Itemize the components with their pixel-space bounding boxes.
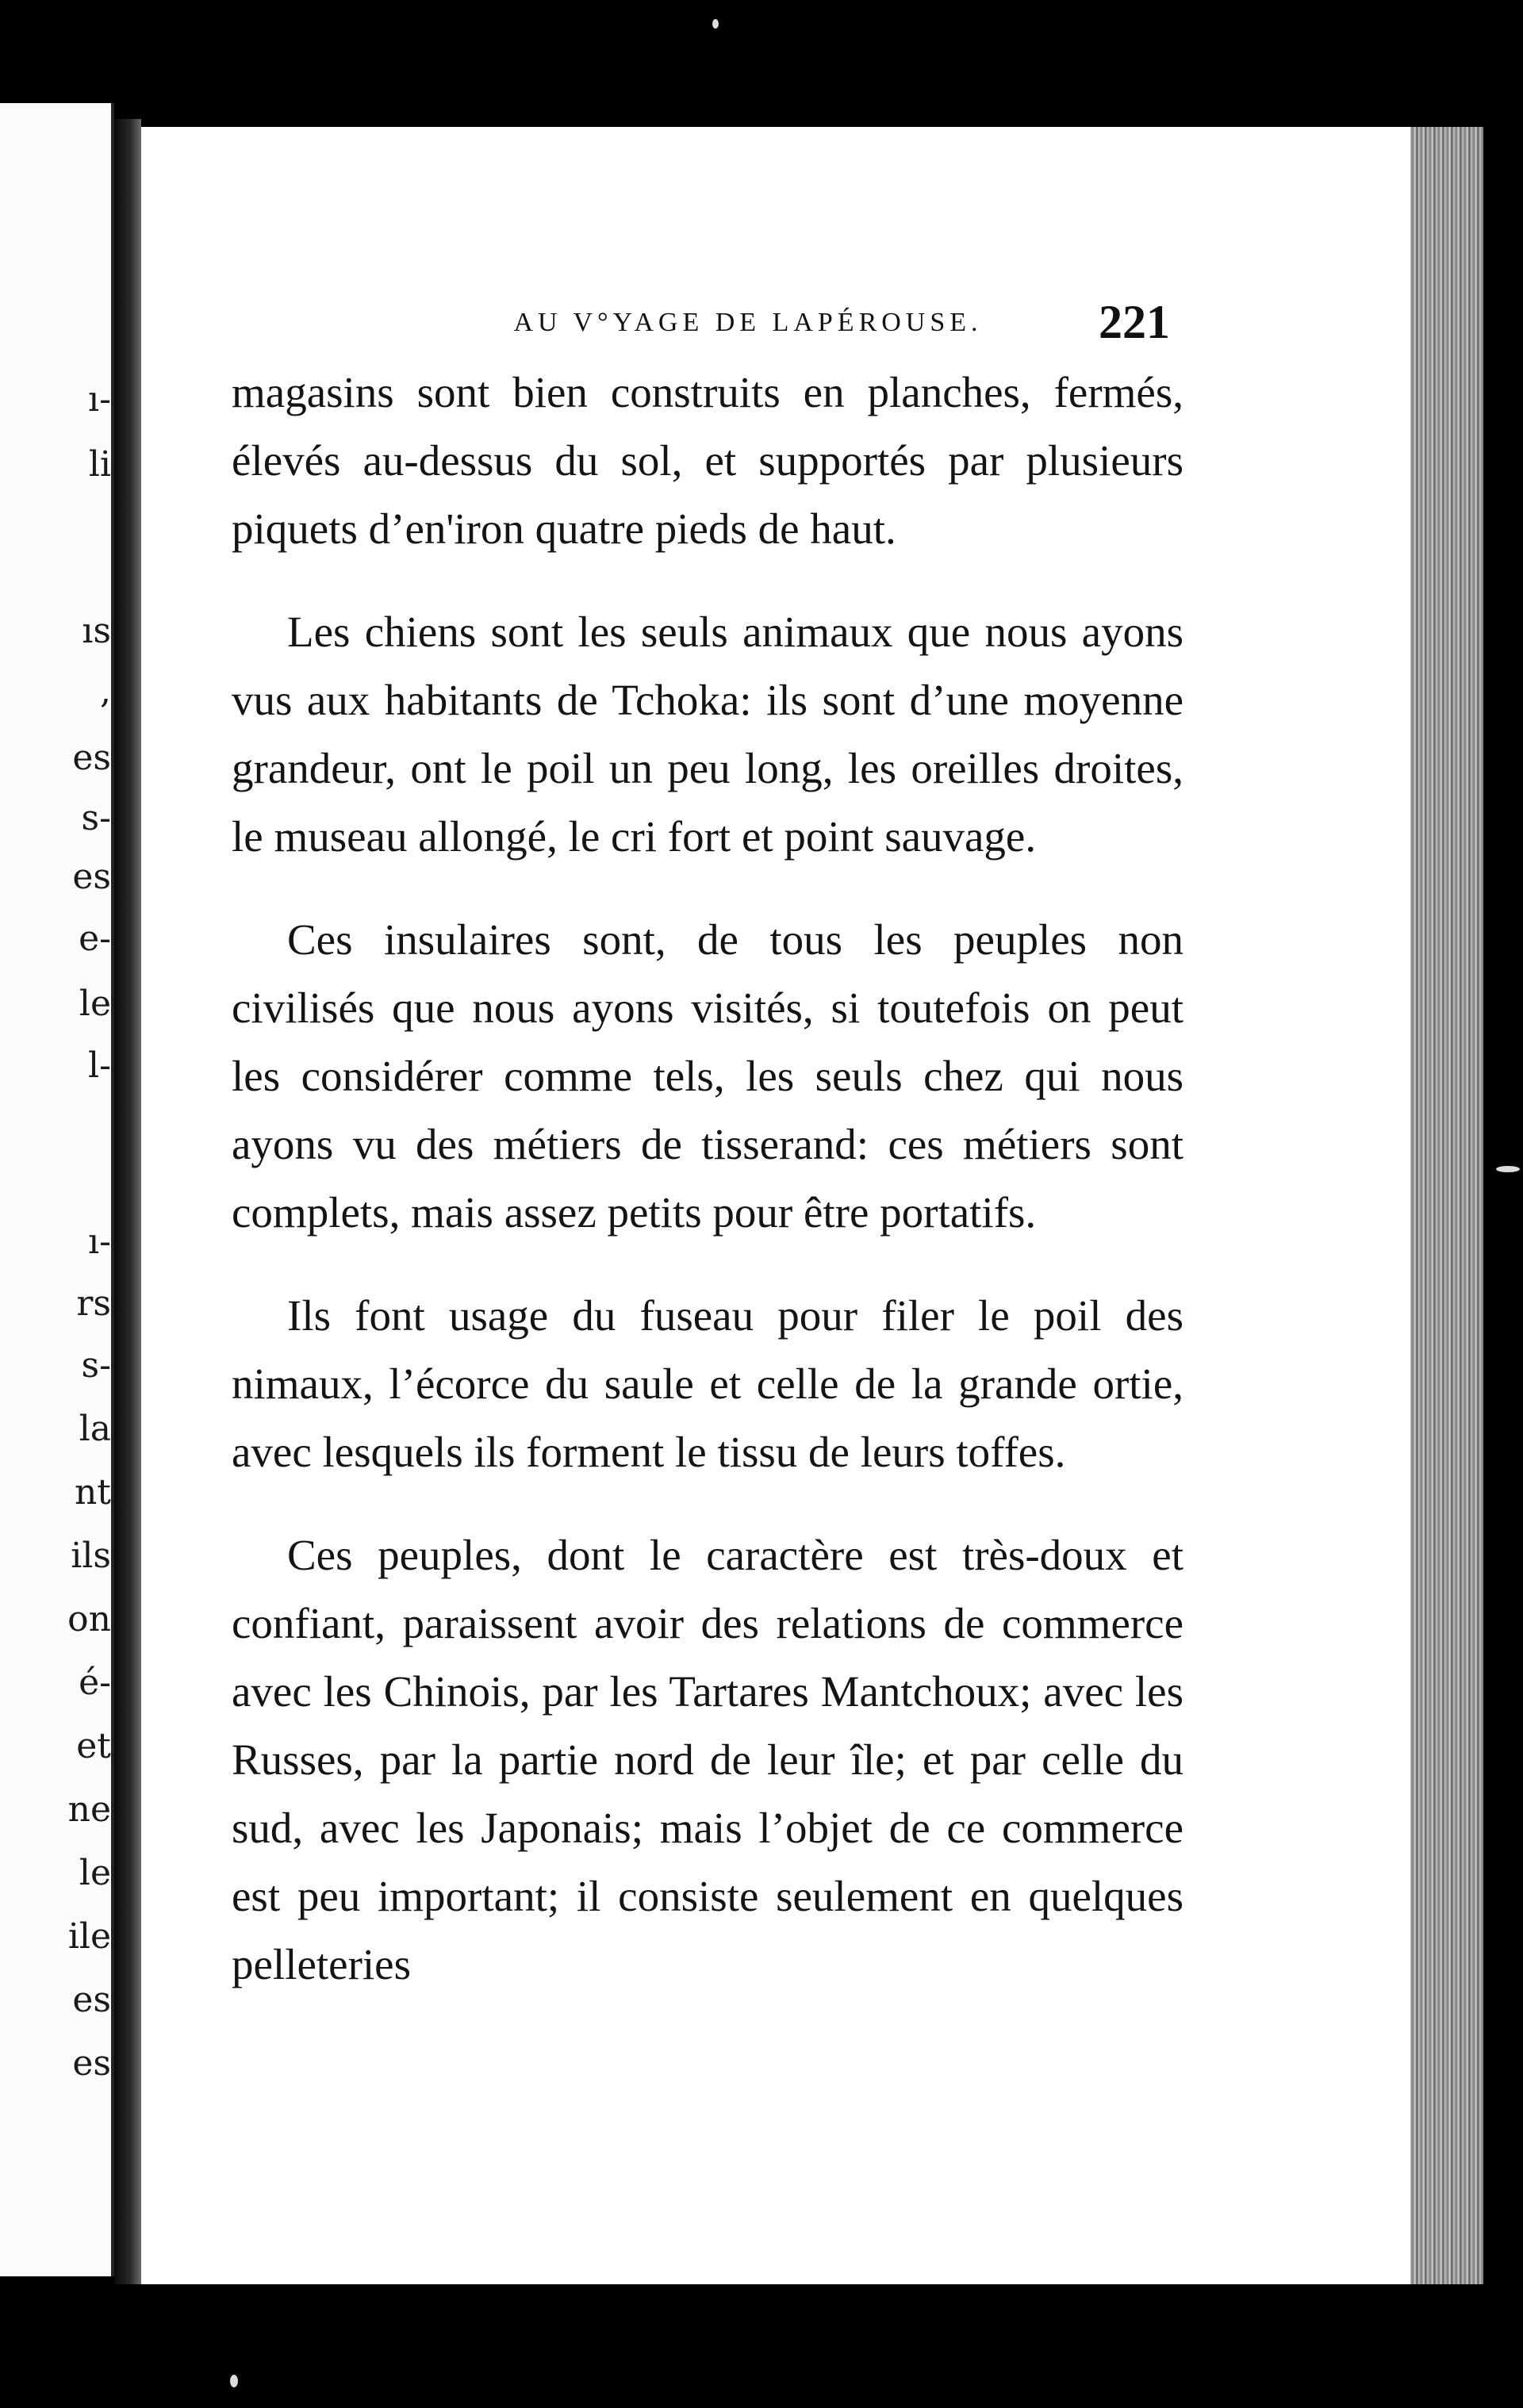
paragraph: Les chiens sont les seuls animaux que nous ayons vus aux habitants de Tchoka: ils sont d’une moyenne grandeur, ont le poil un peu long, les oreilles droites, le museau allongé, le cri fort et point sauvage. [232,608,1183,861]
left-fragment: rs [76,1283,111,1324]
left-fragment: e- [79,918,111,959]
left-fragment: ı- [88,1221,111,1262]
left-fragment: ı- [88,379,111,420]
left-fragment: ıs [82,611,111,651]
scan-speck [1496,1166,1520,1172]
gutter-shadow [114,119,141,2284]
paragraph: Ces peuples, dont le caractère est très-doux et confiant, paraissent avoir des relations de commerce avec les Chinois, par les Tartares Mantchoux; avec les Russes, par la partie nord de leur île; et par celle du sud, avec les Japonais; mais l’objet de ce commerce est peu important; il consiste seulement en quelques pelleteries [232,1531,1183,1988]
left-fragment: s- [81,1345,111,1386]
left-fragment: li [88,444,111,485]
paragraph: Ces insulaires sont, de tous les peuples non civilisés que nous ayons visités, si toutefois on peut les considérer comme tels, les seuls chez qui nous ayons vu des métiers de tisserand: ces métiers sont complets, mais assez petits pour être portatifs. [232,915,1183,1237]
scan-speck [230,2375,238,2387]
left-fragment: es [72,857,111,897]
left-fragment: on [67,1599,111,1639]
left-fragment: es [72,738,111,778]
left-fragment: le [79,1853,111,1893]
body-text [232,359,1183,2034]
left-fragment: es [72,2043,111,2084]
left-fragment: et [76,1726,111,1766]
left-fragment: nt [74,1472,111,1513]
left-fragment: la [79,1409,111,1449]
paragraph: magasins sont bien construits en planches, fermés, élevés au-dessus du sol, et supportés par plusieurs piquets d’en'iron quatre pieds de haut. [232,368,1183,553]
page-number: 221 [1099,296,1170,348]
left-fragment: ils [71,1536,111,1576]
left-fragment: ile [67,1916,111,1957]
left-fragment: , [100,671,111,711]
left-fragment: s- [81,798,111,838]
left-fragment: ne [67,1789,111,1830]
left-fragment: l- [88,1045,111,1086]
left-page-fragment [0,103,114,2276]
left-fragment: le [79,984,111,1024]
left-fragment: é- [79,1662,111,1703]
paragraph: Ils font usage du fuseau pour filer le poil des nimaux, l’écorce du saule et celle de la grande ortie, avec lesquels ils forment le tissu de leurs toffes. [232,1291,1183,1476]
running-head: AU V°YAGE DE LAPÉROUSE. [513,308,983,337]
scan-speck [712,19,719,29]
page-edges [1410,127,1483,2284]
left-fragment: es [72,1980,111,2020]
